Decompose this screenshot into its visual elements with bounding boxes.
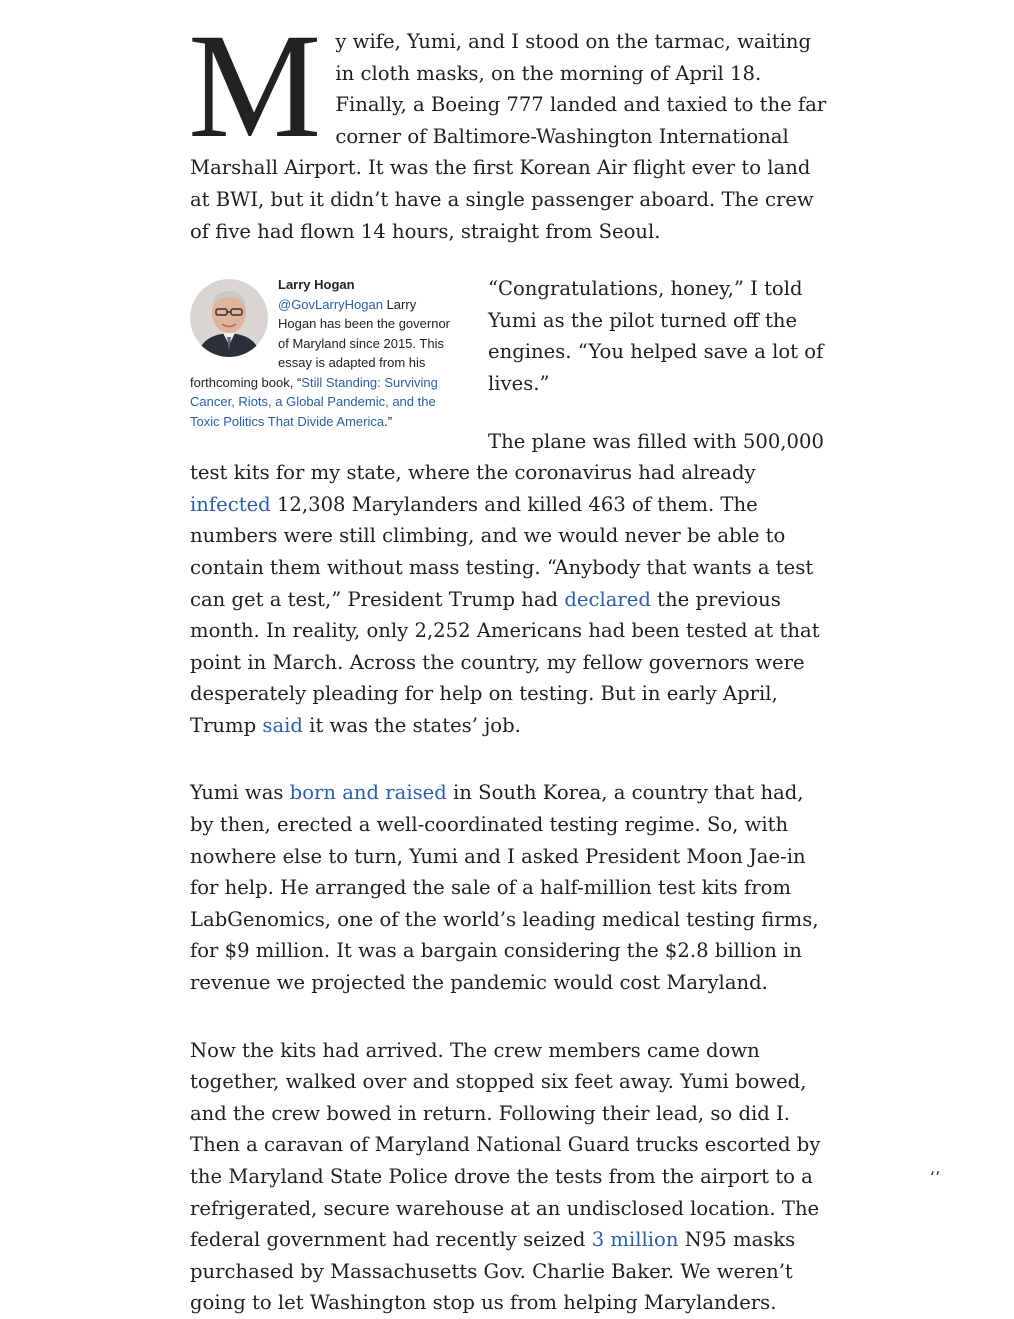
paragraph-text: the previous month. In reality, only 2,252 Americans had been tested at that point in March. Across the country, my fellow governors were desperately pleading for help on testing. But in early April, Trump [190,587,820,737]
paragraph-text: N95 masks purchased by Massachusetts Gov. Charlie Baker. We weren’t going to let Washington stop us from helping Marylanders. [190,1228,796,1315]
paragraph-congratulations: “Congratulations, honey,” I told Yumi as the pilot turned off the engines. “You helped save a lot of lives.” [488,277,824,395]
corner-mark: ʻʼ [930,1168,941,1187]
paragraph-text: 12,308 Marylanders and killed 463 of them. The numbers were still climbing, and we would never be able to contain them without mass testing. “Anybody that wants a test can get a test,” President Trump had [190,492,814,611]
paragraph-kits-arrived [190,1035,830,1319]
infected-link[interactable]: infected [190,492,271,516]
drop-cap: M [188,3,322,169]
paragraph-test-kits [190,426,830,742]
three-million-link[interactable]: 3 million [591,1228,679,1252]
author-handle-link[interactable]: @GovLarryHogan [278,296,383,312]
lead-text: y wife, Yumi, and I stood on the tarmac, waiting in cloth masks, on the morning of April 18. Finally, a Boeing 777 landed and taxied to the far corner of Baltimore-Washington International Marshall Airport. It was the first Korean Air flight ever to land at BWI, but it didn’t have a single passenger aboard. The crew of five had flown 14 hours, straight from Seoul. [190,30,827,243]
paragraph-text: Now the kits had arrived. The crew members came down together, walked over and stopped six feet away. Yumi bowed, and the crew bowed in return. Following their lead, so did I. Then a caravan of Maryland National Guard trucks escorted by the Maryland State Police drove the tests from the airport to a refrigerated, secure warehouse at an undisclosed location. The federal government had recently seized [190,1038,821,1252]
author-bio-end: .” [384,413,393,429]
article-body [188,3,830,1319]
said-link[interactable]: said [262,713,303,737]
born-and-raised-link[interactable]: born and raised [289,781,447,805]
paragraph-text: it was the states’ job. [302,713,521,737]
paragraph-text: The plane was filled with 500,000 test kits for my state, where the coronavirus had already [190,429,824,485]
author-bio-box [190,279,458,431]
declared-link[interactable]: declared [564,587,651,611]
lead-paragraph [188,3,830,247]
book-title-link[interactable]: Still Standing: Surviving Cancer, Riots, a Global Pandemic, and the Toxic Politics That Divide America [190,374,438,429]
author-bio-text: Larry Hogan has been the governor of Maryland since 2015. This essay is adapted from his forthcoming book, “ [190,296,451,390]
author-name: Larry Hogan [278,277,355,293]
author-avatar [190,279,268,357]
paragraph-south-korea [190,777,830,998]
paragraph-text: in South Korea, a country that had, by then, erected a well-coordinated testing regime. So, with nowhere else to turn, Yumi and I asked President Moon Jae-in for help. He arranged the sale of a half-million test kits from LabGenomics, one of the world’s leading medical testing firms, for $9 million. It was a bargain considering the $2.8 billion in revenue we projected the pandemic would cost Maryland. [190,781,819,995]
paragraph-text: Yumi was [190,781,290,805]
